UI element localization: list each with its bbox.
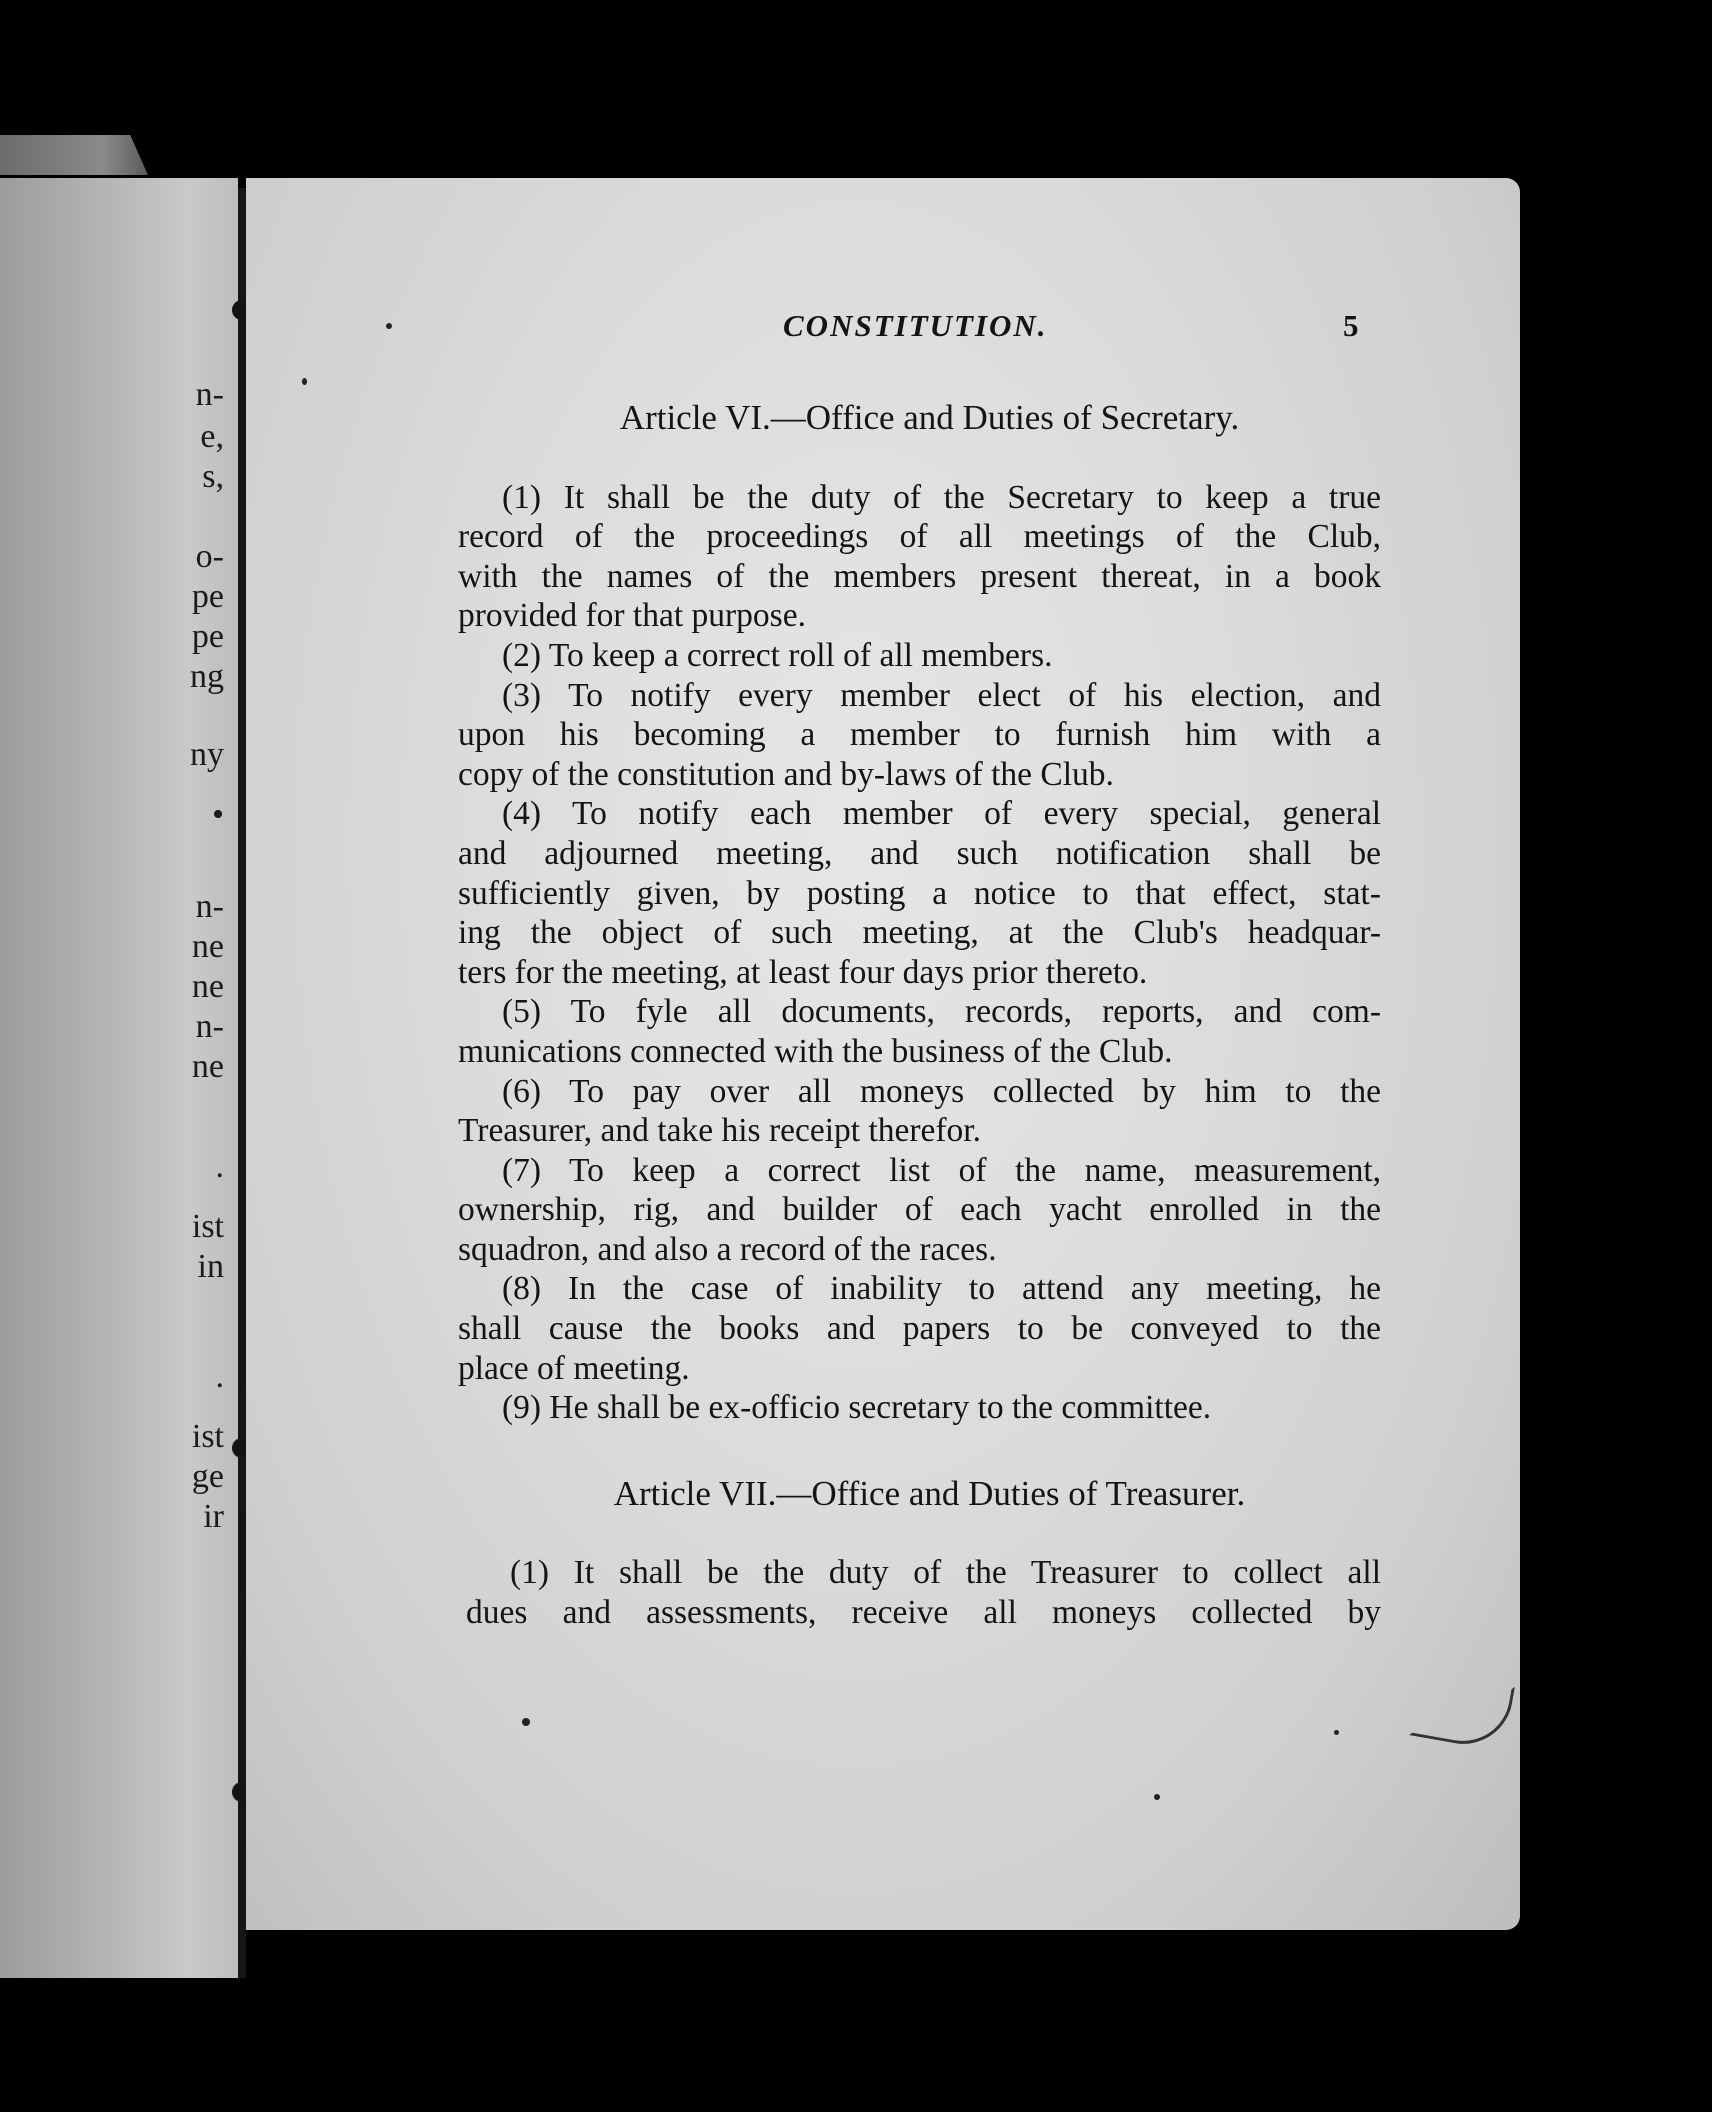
text-line: Treasurer, and take his receipt therefor. <box>458 1112 981 1150</box>
text-line: squadron, and also a record of the races. <box>458 1230 997 1268</box>
paragraph <box>458 1151 1381 1270</box>
text-line: ownership, rig, and builder of each yacht enrolled in the <box>458 1191 1381 1229</box>
left-page-text-fragment: ge <box>191 1458 224 1495</box>
text-line: (8) In the case of inability to attend any meeting, he <box>502 1270 1381 1308</box>
paragraph <box>458 1553 1381 1632</box>
paragraph <box>458 478 1381 636</box>
left-page-text-fragment: ir <box>203 1498 224 1535</box>
left-page-text-fragment: . <box>215 1358 224 1395</box>
left-page-text-fragment: e, <box>200 418 224 455</box>
article-vi-heading: Article VI.—Office and Duties of Secretary. <box>619 398 1240 437</box>
page-number: 5 <box>1343 308 1359 343</box>
paragraph <box>458 1269 1381 1388</box>
dust-speck <box>522 1718 530 1726</box>
left-page-text-fragment: n- <box>195 1008 224 1045</box>
left-page-edge-tab <box>0 135 148 175</box>
binding-gutter <box>238 188 246 1978</box>
dust-speck <box>302 378 307 385</box>
running-head-title: CONSTITUTION. <box>783 308 1048 343</box>
paragraph <box>458 636 1381 676</box>
left-page-text-fragment: o- <box>195 538 224 575</box>
text-line: (1) It shall be the duty of the Treasurer to collect all <box>510 1554 1381 1592</box>
text-line: (4) To notify each member of every special, general <box>502 795 1381 833</box>
left-page-text-fragment: n- <box>195 888 224 925</box>
text-line: dues and assessments, receive all moneys collected by <box>466 1594 1381 1632</box>
left-page-text-fragment: in <box>197 1248 224 1285</box>
text-line: shall cause the books and papers to be conveyed to the <box>458 1310 1381 1348</box>
left-page-text-fragment: ne <box>191 968 224 1005</box>
paragraph <box>458 1388 1381 1428</box>
pencil-mark <box>1409 1670 1515 1752</box>
paragraph <box>458 794 1381 992</box>
article-vii-body <box>458 1553 1381 1632</box>
left-page-text-fragment: ny <box>190 736 224 773</box>
left-page-text-fragment: n- <box>195 376 224 413</box>
text-line: copy of the constitution and by-laws of the Club. <box>458 755 1114 793</box>
text-line: (3) To notify every member elect of his election, and <box>502 676 1381 714</box>
left-page-text-fragment: pe <box>191 578 224 615</box>
text-line: with the names of the members present thereat, in a book <box>458 557 1381 595</box>
text-line: upon his becoming a member to furnish him with a <box>458 716 1381 754</box>
text-line: record of the proceedings of all meetings of the Club, <box>458 518 1381 556</box>
dust-speck <box>1334 1730 1339 1735</box>
text-line: (1) It shall be the duty of the Secretary to keep a true <box>502 478 1381 516</box>
left-page-text-fragment: ng <box>190 658 224 695</box>
text-line: ters for the meeting, at least four days prior thereto. <box>458 953 1148 991</box>
text-line: (6) To pay over all moneys collected by him to the <box>502 1072 1381 1110</box>
text-line: (2) To keep a correct roll of all members. <box>502 636 1053 674</box>
left-page-text-fragment: • <box>212 796 224 833</box>
paragraph <box>458 992 1381 1071</box>
left-page-text-fragment: pe <box>191 618 224 655</box>
left-page-text-fragment: ne <box>191 928 224 965</box>
left-page-text-fragment: ne <box>191 1048 224 1085</box>
left-page-text-fragment: ist <box>191 1418 224 1455</box>
dust-speck <box>386 323 392 329</box>
article-vii-heading: Article VII.—Office and Duties of Treasurer. <box>613 1473 1246 1513</box>
text-line: sufficiently given, by posting a notice to that effect, stat- <box>458 874 1381 912</box>
text-line: (5) To fyle all documents, records, reports, and com- <box>502 993 1381 1031</box>
text-line: place of meeting. <box>458 1349 690 1387</box>
text-line: ing the object of such meeting, at the Club's headquar- <box>458 914 1381 952</box>
text-line: provided for that purpose. <box>458 597 806 635</box>
article-vi-body <box>458 478 1381 1428</box>
left-page-text-fragment: . <box>215 1148 224 1185</box>
text-line: and adjourned meeting, and such notification shall be <box>458 834 1381 872</box>
paragraph <box>458 1072 1381 1151</box>
right-page <box>246 178 1520 1930</box>
text-line: munications connected with the business of the Club. <box>458 1032 1173 1070</box>
left-page-text-fragment: s, <box>202 458 224 495</box>
dust-speck <box>1154 1794 1160 1800</box>
left-page <box>0 178 238 1978</box>
body-text <box>458 398 1381 1633</box>
text-line: (7) To keep a correct list of the name, measurement, <box>502 1151 1381 1189</box>
left-page-text-fragment: ist <box>191 1208 224 1245</box>
text-line: (9) He shall be ex-officio secretary to the committee. <box>502 1389 1212 1427</box>
paragraph <box>458 676 1381 795</box>
